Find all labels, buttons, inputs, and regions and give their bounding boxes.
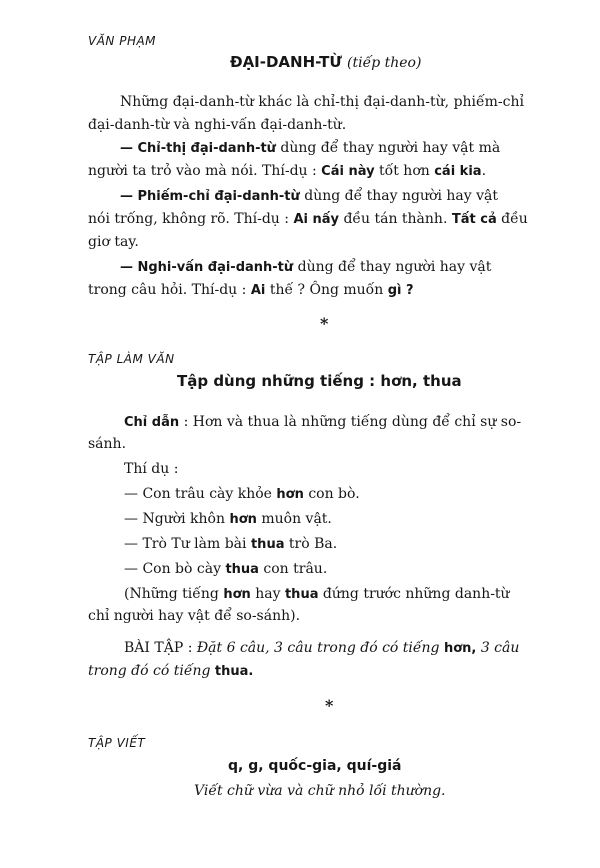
note-text-c: đứng trước những danh-từ	[322, 586, 510, 602]
interrogative-example-2: gì ?	[387, 283, 414, 298]
dash: —	[120, 189, 133, 204]
dash: —	[124, 486, 138, 502]
demonstrative-example-2: cái kia	[434, 164, 482, 179]
composition-section-label: TẬP LÀM VĂN	[88, 352, 175, 366]
indefinite-line2	[88, 209, 528, 230]
grammar-intro-line1: Những đại-danh-từ khác là chỉ-thị đại-danh-từ, phiếm-chỉ	[120, 94, 524, 110]
grammar-section-label: VĂN PHẠM	[88, 34, 157, 48]
writing-section-label: TẬP VIẾT	[88, 736, 146, 750]
separator-star-2: *	[325, 696, 334, 715]
interrogative-line2	[88, 280, 414, 301]
dash: —	[124, 561, 138, 577]
exercise-keyword-1: hơn,	[443, 641, 477, 656]
dash: —	[124, 511, 138, 527]
grammar-title	[230, 52, 421, 71]
demonstrative-example-1: Cái này	[321, 164, 375, 179]
demonstrative-term: Chỉ-thị đại-danh-từ	[137, 141, 276, 156]
example-keyword: hơn	[229, 512, 257, 527]
demonstrative-line1	[120, 138, 500, 159]
demonstrative-line2	[88, 161, 486, 182]
interrogative-example-1: Ai	[250, 283, 266, 298]
interrogative-line1-rest: dùng để thay người hay vật	[297, 259, 492, 275]
example-label: Thí dụ :	[124, 461, 179, 477]
example-keyword: hơn	[276, 487, 304, 502]
indefinite-term: Phiếm-chỉ đại-danh-từ	[137, 189, 300, 204]
example-item-3	[124, 534, 337, 555]
interrogative-example-mid: thế ? Ông muốn	[269, 282, 384, 298]
note-keyword-1: hơn	[223, 587, 251, 602]
instruction-line2: sánh.	[88, 436, 127, 452]
grammar-title-text: ĐẠI-DANH-TỪ	[230, 53, 342, 71]
instruction-line1-text: : Hơn và thua là những tiếng dùng để chỉ sự so-	[183, 414, 522, 430]
demonstrative-example-end: .	[481, 163, 487, 179]
indefinite-example-end: đều	[501, 211, 528, 227]
indefinite-example-1: Ai nấy	[293, 212, 339, 227]
indefinite-line2-start: nói trống, không rõ. Thí-dụ :	[88, 211, 289, 227]
indefinite-line3: giơ tay.	[88, 234, 139, 250]
example-item-1	[124, 484, 360, 505]
exercise-label: BÀI TẬP :	[124, 640, 193, 656]
instruction-label: Chỉ dẫn	[124, 415, 180, 430]
example-keyword: thua	[225, 562, 259, 577]
exercise-text-b: 3 câu	[480, 640, 520, 656]
instruction-line1	[124, 412, 521, 433]
example-keyword: thua	[250, 537, 285, 552]
exercise-keyword-2: thua.	[214, 664, 254, 679]
example-pre: Người khôn	[142, 511, 225, 527]
indefinite-example-2: Tất cả	[451, 212, 497, 227]
writing-line1: q, g, quốc-gia, quí-giá	[228, 758, 402, 774]
indefinite-example-mid: đều tán thành.	[343, 211, 448, 227]
note-text-a: (Những tiếng	[124, 586, 219, 602]
interrogative-line1	[120, 257, 491, 278]
example-item-4	[124, 559, 327, 580]
indefinite-line1-rest: dùng để thay người hay vật	[304, 188, 498, 204]
dash: —	[120, 260, 133, 275]
composition-title: Tập dùng những tiếng : hơn, thua	[177, 372, 462, 390]
indefinite-line1	[120, 186, 498, 207]
example-post: muôn vật.	[261, 511, 332, 527]
interrogative-line2-start: trong câu hỏi. Thí-dụ :	[88, 282, 247, 298]
interrogative-term: Nghi-vấn đại-danh-từ	[137, 260, 294, 275]
grammar-intro-line2: đại-danh-từ và nghi-vấn đại-danh-từ.	[88, 117, 347, 133]
exercise-text-a: Đặt 6 câu, 3 câu trong đó có tiếng	[196, 640, 440, 656]
example-pre: Trò Tư làm bài	[142, 536, 247, 552]
example-post: con bò.	[308, 486, 360, 502]
exercise-line2	[88, 661, 253, 682]
note-text-b: hay	[255, 586, 281, 602]
exercise-line1	[124, 638, 519, 659]
example-post: trò Ba.	[288, 536, 338, 552]
writing-line2: Viết chữ vừa và chữ nhỏ lối thường.	[194, 783, 446, 799]
dash: —	[120, 141, 133, 156]
demonstrative-line1-rest: dùng để thay người hay vật mà	[280, 140, 501, 156]
demonstrative-line2-start: người ta trỏ vào mà nói. Thí-dụ :	[88, 163, 317, 179]
note-keyword-2: thua	[284, 587, 319, 602]
example-post: con trâu.	[263, 561, 328, 577]
separator-star-1: *	[320, 314, 329, 333]
note-line2: chỉ người hay vật để so-sánh).	[88, 608, 301, 624]
example-pre: Con bò cày	[142, 561, 221, 577]
exercise-text-c: trong đó có tiếng	[88, 663, 211, 679]
dash: —	[124, 536, 138, 552]
example-item-2	[124, 509, 332, 530]
grammar-title-note: (tiếp theo)	[347, 55, 422, 71]
demonstrative-example-mid: tốt hơn	[379, 163, 430, 179]
example-pre: Con trâu cày khỏe	[142, 486, 272, 502]
note-line1	[124, 584, 510, 605]
